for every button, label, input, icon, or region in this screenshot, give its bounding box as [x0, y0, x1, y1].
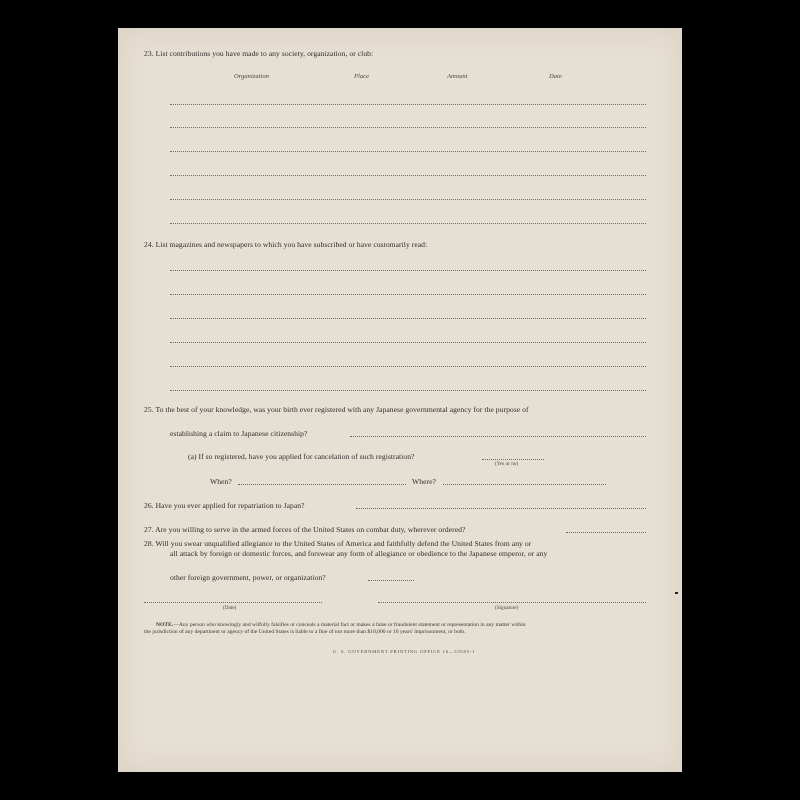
q23-answer-line-3[interactable]: [170, 151, 646, 152]
date-signature-line[interactable]: [144, 602, 322, 603]
question-25-line-2: establishing a claim to Japanese citizenship?: [170, 429, 308, 438]
column-header-place: Place: [354, 73, 370, 80]
question-28-line-1: 28. Will you swear unqualified allegiance to the United States of America and faithfully defend the United States from any or: [144, 539, 532, 548]
question-27-text: 27. Are you willing to serve in the armed forces of the United States on combat duty, wherever ordered?: [144, 525, 466, 534]
question-23-text: 23. List contributions you have made to any society, organization, or club:: [144, 49, 374, 58]
q25-answer-line[interactable]: [350, 436, 646, 437]
q23-answer-line-2[interactable]: [170, 127, 646, 128]
q24-answer-line-6[interactable]: [170, 390, 646, 391]
printing-office-footer: U. S. GOVERNMENT PRINTING OFFICE 16—33565-1: [333, 649, 476, 654]
date-label: (Date): [223, 605, 237, 611]
question-28-line-3: other foreign government, power, or organization?: [170, 573, 326, 582]
when-label: When?: [210, 477, 232, 486]
note-lead: NOTE.: [156, 622, 174, 628]
q25a-answer-line[interactable]: [482, 459, 544, 460]
where-label: Where?: [412, 477, 436, 486]
column-header-organization: Organization: [234, 73, 269, 80]
legal-note-line-2: the jurisdiction of any department or agency of the United States is liable to a fine of not more than $10,000 or 10 years' imprisonment, or both.: [144, 629, 466, 635]
q26-answer-line[interactable]: [356, 508, 646, 509]
signature-label: (Signature): [495, 605, 519, 611]
signature-line[interactable]: [378, 602, 646, 603]
q23-answer-line-1[interactable]: [170, 104, 646, 105]
form-page: [118, 28, 682, 772]
q23-answer-line-5[interactable]: [170, 199, 646, 200]
q24-answer-line-3[interactable]: [170, 318, 646, 319]
question-24-text: 24. List magazines and newspapers to which you have subscribed or have customarily read:: [144, 240, 428, 249]
q28-answer-line[interactable]: [368, 580, 414, 581]
question-25a-text: (a) If so registered, have you applied for cancelation of such registration?: [188, 452, 415, 461]
q23-answer-line-4[interactable]: [170, 175, 646, 176]
question-26-text: 26. Have you ever applied for repatriation to Japan?: [144, 501, 305, 510]
q24-answer-line-2[interactable]: [170, 294, 646, 295]
where-answer-line[interactable]: [443, 484, 606, 485]
when-answer-line[interactable]: [238, 484, 406, 485]
question-28-line-2: all attack by foreign or domestic forces, and forswear any form of allegiance or obedience to the Japanese emperor, or any: [170, 549, 548, 558]
q23-answer-line-6[interactable]: [170, 223, 646, 224]
q27-answer-line[interactable]: [566, 532, 646, 533]
column-header-date: Date: [549, 73, 562, 80]
q24-answer-line-5[interactable]: [170, 366, 646, 367]
q24-answer-line-4[interactable]: [170, 342, 646, 343]
legal-note: [156, 622, 650, 629]
yes-or-no-hint: (Yes or no): [495, 461, 519, 467]
stray-mark: [675, 592, 678, 594]
note-line-1: —Any person who knowingly and wilfully falsifies or conceals a material fact or makes a false or fraudulent statement or representation in any matter within: [173, 622, 526, 628]
q24-answer-line-1[interactable]: [170, 270, 646, 271]
question-25-line-1: 25. To the best of your knowledge, was your birth ever registered with any Japanese governmental agency for the purpose of: [144, 405, 529, 414]
column-header-amount: Amount: [447, 73, 468, 80]
